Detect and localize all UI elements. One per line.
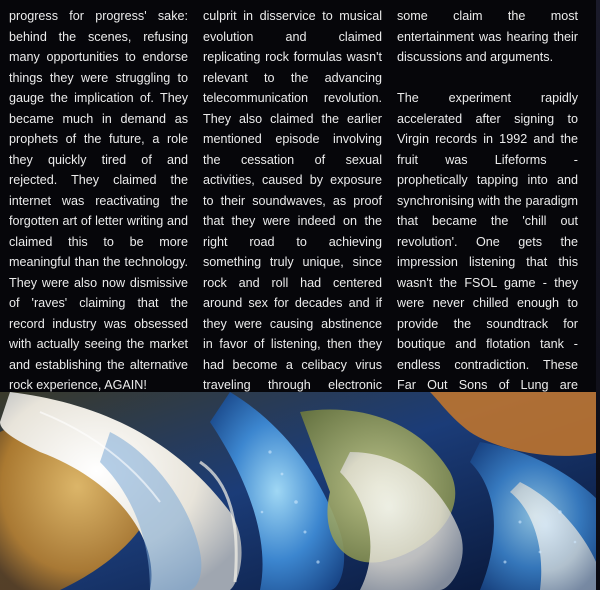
flower-artwork-svg [0, 392, 600, 590]
column-3-paragraph-1: some claim the most entertainment was hearing their discussions and arguments. [397, 9, 578, 64]
column-1-paragraph-1: progress for progress' sake: behind the scenes, refusing many opportunities to endorse things they were struggling to gauge the implication of. They became much in demand as prophets of the future, a role they quickly tired of and rejected. They claimed the internet was reactivating the forgotten art of letter writing and claimed this to be more meaningful than the technology. They were also now dismissive of 'raves' claiming that the record industry was obsessed with actually seeing the market and establishing the alternative rock experience, AGAIN! [9, 9, 188, 392]
page-edge-shadow [596, 0, 600, 590]
flower-artwork-image [0, 392, 600, 590]
column-2-paragraph-1: culprit in disservice to musical evolution and claimed replicating rock formulas wasn't relevant to the advancing telecommunication revolution. They also claimed the earlier mentioned episode involving the cessation of sexual activities, caused by exposure to their soundwaves, as proof that they were indeed on the right road to achieving something truly unique, since rock and roll had centered around sex for decades and if they were causing abstinence in favor of listening, then they had become a celibacy virus traveling through electronic [203, 9, 382, 392]
column-3-paragraph-2: The experiment rapidly accelerated after signing to Virgin records in 1992 and the fruit was Lifeforms - prophetically tapping into and synchronising with the paradigm that became the 'chill out revolution'. One gets the impression listening that this wasn't the FSOL game - they were never chilled enough to provide the soundtrack for boutique and flotation tank - endless contradiction. These Far Out Sons of Lung are [397, 91, 578, 392]
